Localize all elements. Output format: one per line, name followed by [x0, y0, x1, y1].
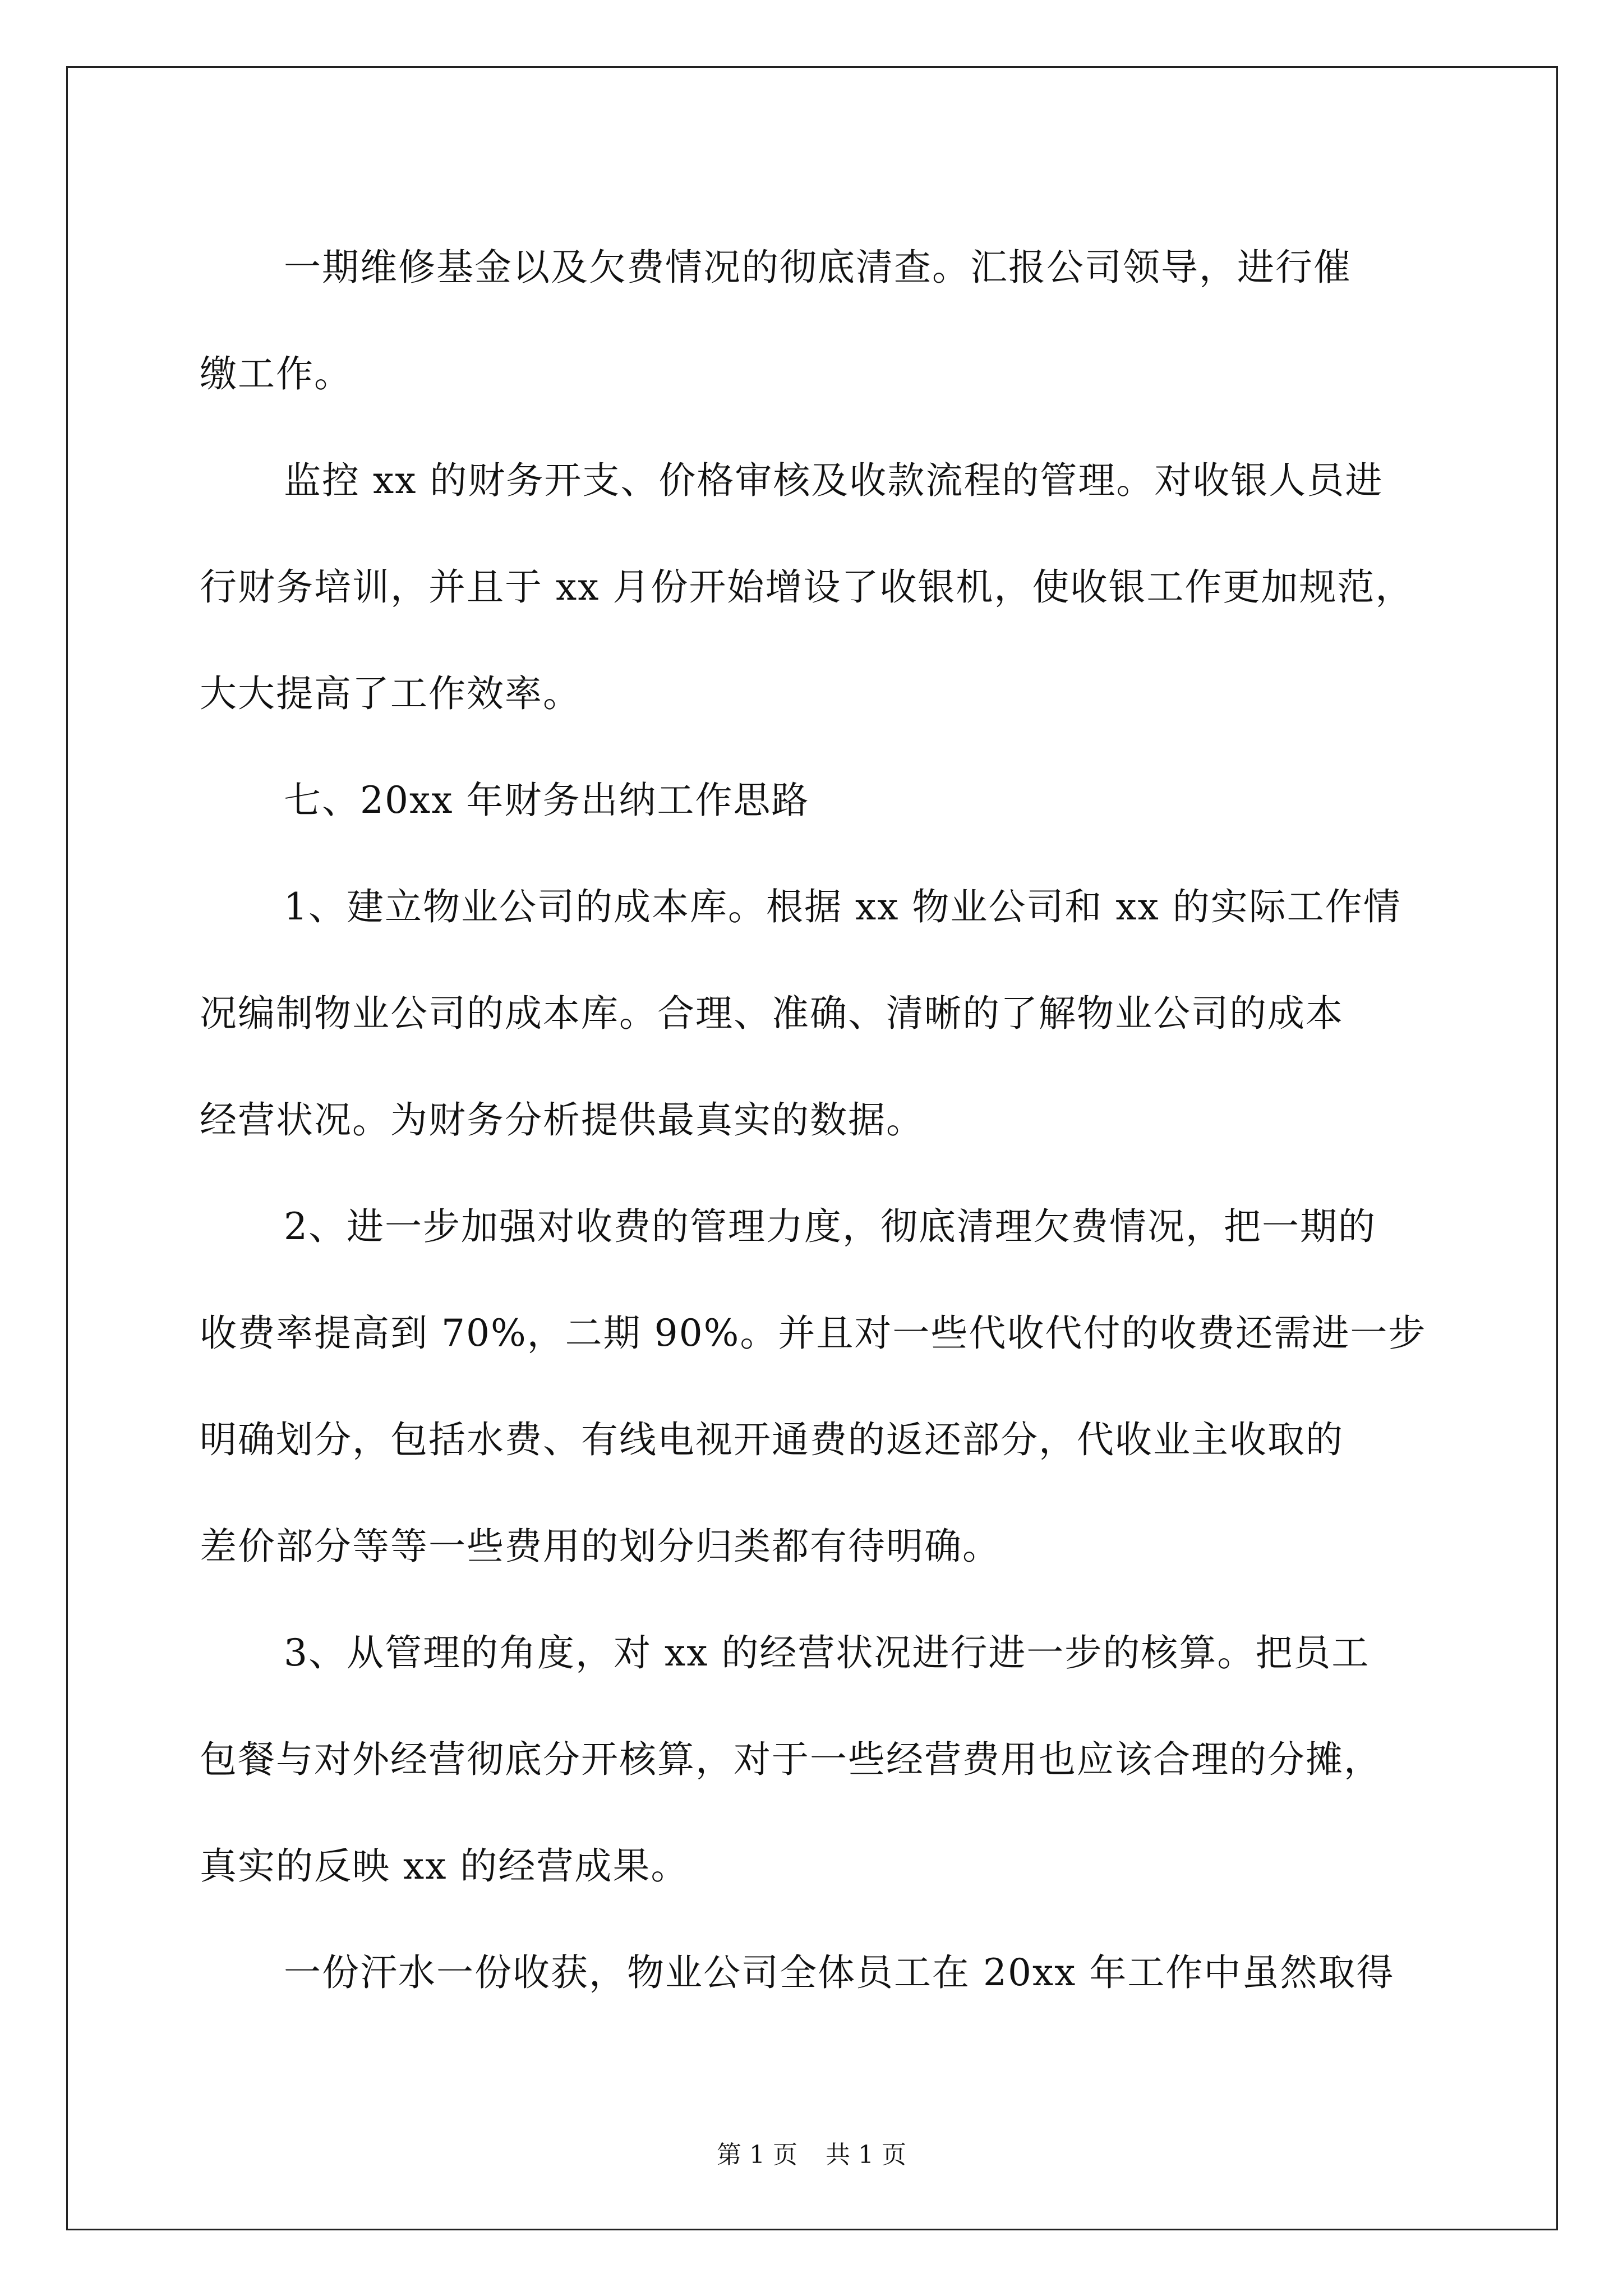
paragraph: [200, 1174, 1428, 1600]
page-footer: [0, 2138, 1623, 2172]
paragraph: [200, 1920, 1428, 2026]
text-line: 监控 xx 的财务开支、价格审核及收款流程的管理。对收银人员进: [284, 459, 1384, 502]
section-heading: [200, 747, 1428, 854]
document-body: [200, 214, 1428, 2026]
paragraph: [200, 427, 1428, 747]
text-line: 七、20xx 年财务出纳工作思路: [284, 779, 810, 822]
text-line: 1、建立物业公司的成本库。根据 xx 物业公司和 xx 的实际工作情: [284, 885, 1401, 928]
text-line: 行财务培训，并且于 xx 月份开始增设了收银机，使收银工作更加规范，: [200, 565, 1414, 609]
text-line: 一份汗水一份收获，物业公司全体员工在 20xx 年工作中虽然取得: [284, 1951, 1395, 1994]
text-line: 收费率提高到 70%，二期 90%。并且对一些代收代付的收费还需进一步: [200, 1312, 1427, 1355]
text-line: 大大提高了工作效率。: [200, 672, 581, 715]
text-line: 3、从管理的角度，对 xx 的经营状况进行进一步的核算。把员工: [284, 1631, 1370, 1674]
text-line: 经营状况。为财务分析提供最真实的数据。: [200, 1098, 924, 1142]
text-line: 差价部分等等一些费用的划分归类都有待明确。: [200, 1525, 1000, 1568]
page-number: 第 1 页: [717, 2141, 797, 2169]
text-line: 包餐与对外经营彻底分开核算，对于一些经营费用也应该合理的分摊，: [200, 1738, 1382, 1781]
paragraph: [200, 1600, 1428, 1920]
text-line: 一期维修基金以及欠费情况的彻底清查。汇报公司领导，进行催: [284, 246, 1352, 289]
paragraph: [200, 214, 1428, 427]
text-line: 况编制物业公司的成本库。合理、准确、清晰的了解物业公司的成本: [200, 992, 1344, 1035]
text-line: 真实的反映 xx 的经营成果。: [200, 1844, 689, 1888]
page-total: 共 1 页: [826, 2141, 906, 2169]
text-line: 2、进一步加强对收费的管理力度，彻底清理欠费情况，把一期的: [284, 1205, 1376, 1248]
text-line: 缴工作。: [200, 352, 352, 395]
text-line: 明确划分，包括水费、有线电视开通费的返还部分，代收业主收取的: [200, 1418, 1344, 1461]
paragraph: [200, 854, 1428, 1174]
